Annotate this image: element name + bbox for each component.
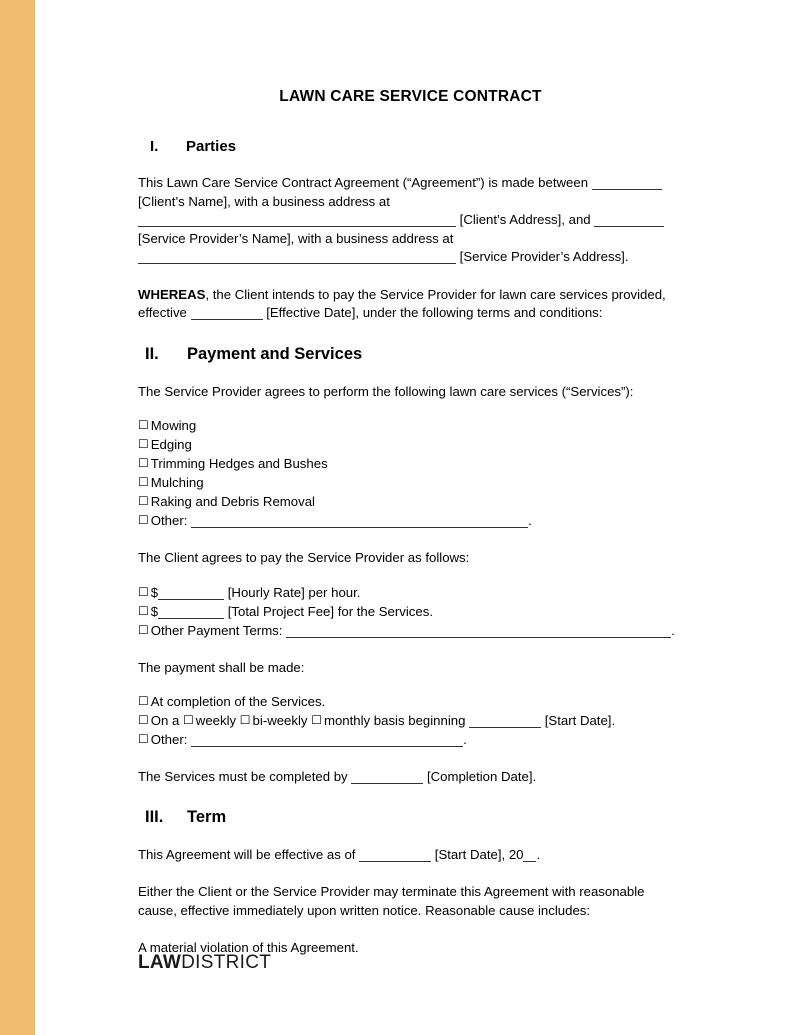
blank-recurring-start-date[interactable] [469,727,541,728]
checkbox-icon[interactable]: ☐ [138,418,149,432]
checkbox-icon-monthly[interactable]: ☐ [311,713,322,727]
checkbox-icon-weekly[interactable]: ☐ [183,713,194,727]
schedule-checkbox-list [138,677,683,749]
checkbox-icon[interactable]: ☐ [138,494,149,508]
blank-completion-date[interactable] [351,783,423,784]
checkbox-row-trimming[interactable] [138,454,683,473]
checkbox-label-services-other: Other: [150,513,192,528]
blank-provider-address[interactable] [138,263,456,264]
logo-primary-text: LAW [138,952,182,973]
checkbox-icon[interactable]: ☐ [138,603,149,618]
checkbox-label-raking: Raking and Debris Removal [150,494,315,509]
checkbox-row-recurring-basis[interactable] [138,711,683,730]
section-numeral-3: III. [145,807,164,826]
paragraph-schedule-intro: The payment shall be made: [138,659,305,675]
blank-other-payment-terms[interactable] [286,637,671,638]
checkbox-label-mowing: Mowing [150,418,197,433]
blank-term-start-date[interactable] [359,861,431,862]
accent-sidebar-band [0,0,35,1035]
schedule-other-suffix: . [463,732,467,747]
blank-client-name[interactable] [592,189,662,190]
checkbox-icon[interactable]: ☐ [138,622,149,637]
hourly-prefix: $ [150,584,159,600]
document-body [138,0,683,958]
blank-hourly-rate[interactable] [158,599,224,600]
total-prefix: $ [150,603,159,619]
checkbox-label-biweekly: bi-weekly [252,713,312,728]
paragraph-termination: Either the Client or the Service Provider may terminate this Agreement with reasonable cause, effective immediately upon written notice. Reasonable cause includes: [138,884,645,918]
checkbox-row-raking[interactable] [138,492,683,511]
paragraph-payment-intro: The Client agrees to pay the Service Provider as follows: [138,550,470,565]
whereas-text-b: [Effective Date], under the following terms and conditions: [262,305,603,320]
paragraph-completion-date [138,749,683,787]
section-title-2: Payment and Services [187,344,363,363]
blank-total-fee[interactable] [158,618,224,619]
checkbox-label-mulching: Mulching [150,475,204,490]
checkbox-row-total-fee[interactable] [138,602,683,621]
checkbox-label-monthly: monthly basis beginning [323,713,470,728]
blank-client-address[interactable] [138,226,456,227]
parties-intro-a: This Lawn Care Service Contract Agreement (“Agreement”) is made between [138,175,592,190]
other-payment-suffix: . [671,622,675,638]
whereas-label: WHEREAS [138,286,206,302]
parties-intro-e: [Service Provider’s Address]. [456,249,629,264]
section-heading-parties [138,106,683,155]
total-suffix: [Total Project Fee] for the Services. [224,603,433,619]
recurring-start-date-label: [Start Date]. [541,713,616,728]
effective-text-b: [Start Date], 20 [431,846,524,862]
checkbox-icon[interactable]: ☐ [138,713,149,727]
schedule-other-label: Other: [150,732,192,747]
parties-intro-d: [Service Provider’s Name], with a business address at [138,230,454,246]
logo-secondary-text: DISTRICT [181,952,272,973]
checkbox-icon[interactable]: ☐ [138,475,149,489]
payment-checkbox-list [138,568,683,640]
page-title: LAWN CARE SERVICE CONTRACT [279,88,542,105]
checkbox-row-schedule-other[interactable] [138,730,683,749]
hourly-suffix: [Hourly Rate] per hour. [224,584,361,600]
whereas-text-a: , the Client intends to pay the Service Provider for lawn care services provided, effective [138,286,666,320]
checkbox-label-weekly: weekly [195,713,240,728]
checkbox-label-trimming: Trimming Hedges and Bushes [150,456,328,471]
checkbox-label-edging: Edging [150,437,192,452]
paragraph-effective-date [138,827,683,865]
blank-year-suffix[interactable] [523,861,536,862]
checkbox-row-edging[interactable] [138,435,683,454]
completion-text-b: [Completion Date]. [423,769,537,784]
checkbox-row-at-completion[interactable] [138,692,683,711]
paragraph-parties-intro [138,155,683,267]
section-title-3: Term [187,807,227,826]
blank-services-other[interactable] [191,527,528,528]
completion-text-a: The Services must be completed by [138,769,352,784]
blank-provider-name[interactable] [594,226,664,227]
services-checkbox-list [138,401,683,530]
checkbox-row-mulching[interactable] [138,473,683,492]
blank-schedule-other[interactable] [191,746,463,747]
checkbox-icon[interactable]: ☐ [138,584,149,599]
checkbox-row-services-other[interactable] [138,511,683,530]
blank-effective-date[interactable] [191,319,263,320]
checkbox-label-at-completion: At completion of the Services. [150,694,326,709]
checkbox-icon[interactable]: ☐ [138,437,149,451]
section-title-1: Parties [186,138,237,155]
section-heading-payment-services [138,323,683,364]
checkbox-icon[interactable]: ☐ [138,456,149,470]
checkbox-row-hourly-rate[interactable] [138,583,683,602]
checkbox-icon[interactable]: ☐ [138,732,149,746]
paragraph-services-intro: The Service Provider agrees to perform the following lawn care services (“Services”): [138,383,634,399]
services-other-suffix: . [528,513,532,528]
effective-text-a: This Agreement will be effective as of [138,846,360,862]
section-numeral-2: II. [145,344,159,363]
section-numeral-1: I. [150,138,159,155]
checkbox-row-other-payment-terms[interactable] [138,621,683,640]
parties-intro-c: [Client’s Address], and [456,212,595,227]
recurring-on-a: On a [150,713,184,728]
parties-intro-b: [Client’s Name], with a business address at [138,193,390,209]
lawdistrict-logo [138,952,271,974]
checkbox-row-mowing[interactable] [138,416,683,435]
paragraph-material-violation: A material violation of this Agreement. [138,940,359,955]
checkbox-icon-biweekly[interactable]: ☐ [239,713,251,727]
checkbox-icon[interactable]: ☐ [138,694,149,708]
effective-text-c: . [536,846,541,862]
checkbox-icon[interactable]: ☐ [138,513,149,527]
other-payment-label: Other Payment Terms: [150,622,287,638]
paragraph-whereas [138,267,683,323]
section-heading-term [138,787,683,827]
